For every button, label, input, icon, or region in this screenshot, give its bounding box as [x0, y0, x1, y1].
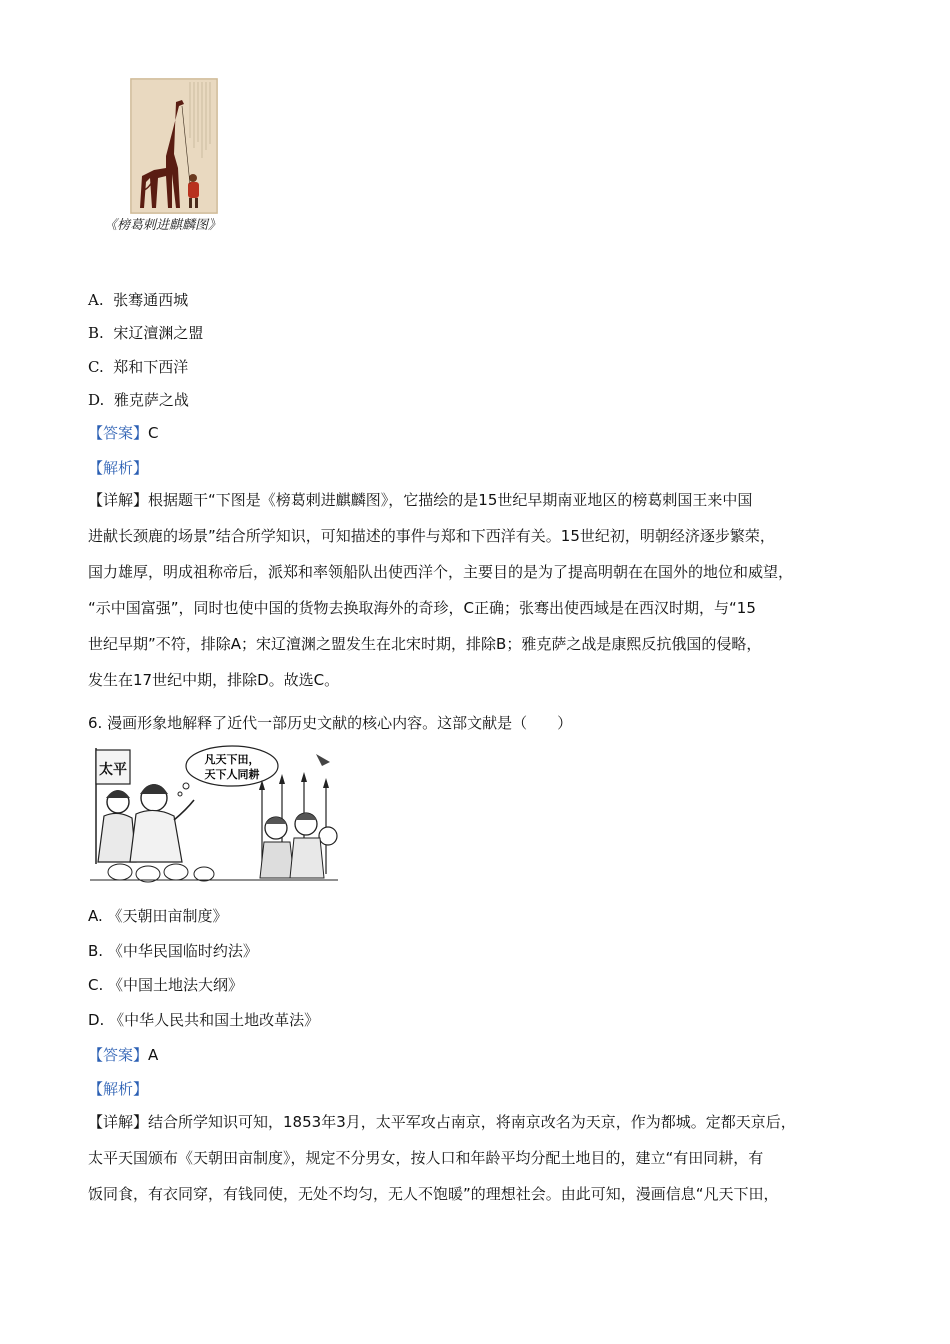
detail-line: 太平天国颁布《天朝田亩制度》，规定不分男女，按人口和年龄平均分配土地目的，建立“有田同耕，有: [88, 1149, 764, 1167]
option-label: B.: [88, 324, 104, 342]
q5-option-d: [88, 389, 189, 410]
detail-line: 国力雄厚，明成祖称帝后，派郑和率领船队出使西洋个，主要目的是为了提高明朝在在国外的地位和威望，: [88, 563, 794, 581]
q5-detail: [88, 482, 878, 698]
option-label: D.: [88, 391, 105, 409]
detail-line: 【详解】根据题干“下图是《榜葛剌进麒麟图》，它描绘的是15世纪早期南亚地区的榜葛剌国王来中国: [88, 491, 753, 509]
q6-answer: [88, 1044, 158, 1065]
q6-option-c: [88, 974, 243, 995]
answer-value: A: [148, 1046, 159, 1064]
option-label: B.: [88, 942, 104, 960]
detail-line: “示中国富强”，同时也使中国的货物去换取海外的奇珍，C正确；张骞出使西域是在西汉时期，与“15: [88, 599, 756, 617]
giraffe-painting-figure: [130, 78, 218, 214]
flag-text: 太平: [99, 762, 127, 778]
q6-detail: [88, 1104, 878, 1212]
q5-option-a: [88, 289, 188, 310]
detail-tag: 【详解】: [88, 491, 149, 509]
option-text: 张骞通西城: [113, 291, 189, 309]
q6-option-a: [88, 905, 228, 926]
detail-line: 饭同食，有衣同穿，有钱同使，无处不均匀，无人不饱暖”的理想社会。由此可知，漫画信息“凡天下田，: [88, 1185, 779, 1203]
bubble-line-2: 天下人同耕: [204, 768, 260, 781]
option-text: 《中国土地法大纲》: [108, 976, 244, 994]
detail-line: 发生在17世纪中期，排除D。故选C。: [88, 671, 340, 689]
giraffe-painting-image: [130, 78, 218, 214]
option-text: 《中华人民共和国土地改革法》: [109, 1011, 320, 1029]
option-label: C.: [88, 358, 104, 376]
answer-value: C: [148, 424, 159, 442]
option-text: 雅克萨之战: [113, 391, 189, 409]
q6-analysis-tag: 【解析】: [88, 1080, 149, 1098]
q6-option-d: [88, 1009, 319, 1030]
detail-line: 世纪早期”不符，排除A；宋辽澶渊之盟发生在北宋时期，排除B；雅克萨之战是康熙反抗俄国的侵略，: [88, 635, 762, 653]
option-label: D.: [88, 1011, 105, 1029]
q5-answer: [88, 422, 159, 443]
detail-tag: 【详解】: [88, 1113, 149, 1131]
bubble-line-1: 凡天下田，: [204, 753, 260, 766]
answer-tag: 【答案】: [88, 424, 149, 442]
taiping-cartoon-figure: [90, 744, 338, 884]
q6-option-b: [88, 940, 258, 961]
q5-option-c: [88, 356, 188, 377]
option-label: C.: [88, 976, 104, 994]
option-text: 《中华民国临时约法》: [107, 942, 258, 960]
q5-option-b: [88, 322, 203, 343]
option-text: 宋辽澶渊之盟: [113, 324, 204, 342]
option-text: 《天朝田亩制度》: [107, 907, 228, 925]
painting-caption: 《榜葛剌进麒麟图》: [104, 218, 222, 233]
option-label: A.: [88, 907, 103, 925]
option-label: A.: [88, 291, 104, 309]
detail-line: 【详解】结合所学知识可知，1853年3月，太平军攻占南京，将南京改名为天京，作为都城。定都天京后，: [88, 1113, 796, 1131]
option-text: 郑和下西洋: [113, 358, 189, 376]
answer-tag: 【答案】: [88, 1046, 149, 1064]
q6-question: 6. 漫画形象地解释了近代一部历史文献的核心内容。这部文献是（ ）: [88, 714, 573, 732]
taiping-cartoon-image: [90, 744, 338, 884]
q5-analysis-tag: 【解析】: [88, 459, 149, 477]
detail-line: 进献长颈鹿的场景”结合所学知识，可知描述的事件与郑和下西洋有关。15世纪初，明朝经济逐步繁荣，: [88, 527, 775, 545]
